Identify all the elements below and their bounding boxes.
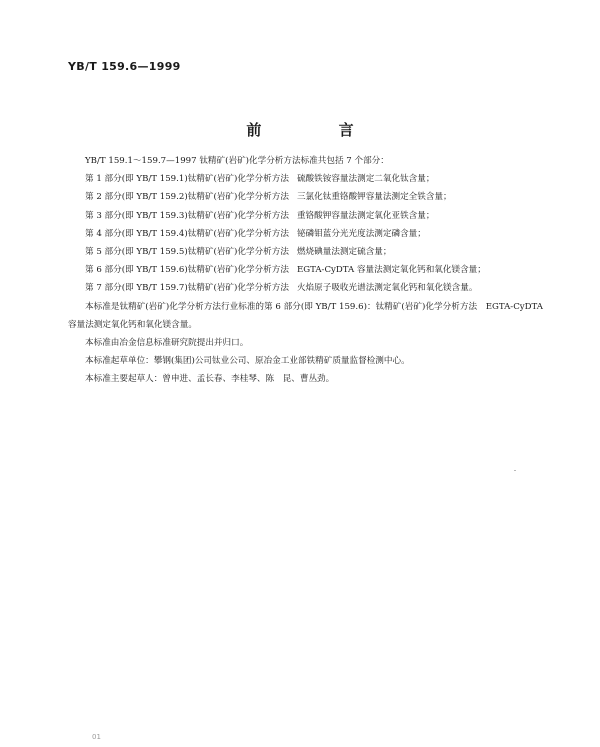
paragraph-text: 第 6 部分(即 YB/T 159.6)钛精矿(岩矿)化学分析方法 <box>85 265 289 276</box>
paragraph-part-1 <box>68 170 543 188</box>
paragraph-text: 第 5 部分(即 YB/T 159.5)钛精矿(岩矿)化学分析方法 <box>85 247 289 258</box>
paragraph-text: 第 1 部分(即 YB/T 159.1)钛精矿(岩矿)化学分析方法 <box>85 174 289 185</box>
page-title: 前 言 <box>246 121 390 139</box>
method-text: 三氯化钛重铬酸钾容量法测定全铁含量； <box>296 192 452 203</box>
method-text: EGTA-CyDTA 容量法测定氧化钙和氧化镁含量； <box>296 265 486 276</box>
paragraph-text: 第 4 部分(即 YB/T 159.4)钛精矿(岩矿)化学分析方法 <box>85 228 289 239</box>
paragraph-proposer <box>68 334 543 352</box>
method-text: 重铬酸钾容量法测定氧化亚铁含量； <box>296 210 435 221</box>
paragraph-part-6 <box>68 261 543 279</box>
paragraph-drafting-unit <box>68 352 543 370</box>
paragraph-text: YB/T 159.1～159.7—1997 钛精矿(岩矿)化学分析方法标准共包括 7 个部分： <box>85 156 389 166</box>
method-text: 铋磷钼蓝分光光度法测定磷含量； <box>296 228 426 239</box>
paragraph-part-7 <box>68 279 543 297</box>
paragraph-intro <box>68 152 543 170</box>
paragraph-part-3 <box>68 207 543 225</box>
paragraph-part-4 <box>68 225 543 243</box>
paragraph-text: 本标准起草单位：攀钢(集团)公司钛业公司、原冶金工业部铁精矿质量监督检测中心。 <box>85 356 410 367</box>
paragraph-part-5 <box>68 243 543 261</box>
scan-speck <box>514 470 516 471</box>
standard-code-header: YB/T 159.6—1999 <box>68 60 181 73</box>
paragraph-text: 本标准主要起草人：曾申进、孟长春、李桂琴、陈 昆、曹丛劲。 <box>85 374 335 385</box>
method-text: 燃烧碘量法测定硫含量； <box>296 247 392 258</box>
paragraph-text: 第 2 部分(即 YB/T 159.2)钛精矿(岩矿)化学分析方法 <box>85 192 289 203</box>
paragraph-scope <box>68 298 543 334</box>
paragraph-part-2 <box>68 188 543 206</box>
paragraph-text: 第 7 部分(即 YB/T 159.7)钛精矿(岩矿)化学分析方法 <box>85 283 289 294</box>
paragraph-text: 第 3 部分(即 YB/T 159.3)钛精矿(岩矿)化学分析方法 <box>85 210 289 221</box>
paragraph-text: 本标准由冶金信息标准研究院提出并归口。 <box>85 338 249 349</box>
paragraph-text: 本标准是钛精矿(岩矿)化学分析方法行业标准的第 6 部分(即 YB/T 159.6)：钛精矿(岩矿)化学分析方法 EGTA-CyDTA 容量法测定氧化钙和氧化镁含量。 <box>68 301 543 330</box>
foreword-body <box>68 152 543 389</box>
method-text: 火焰原子吸收光谱法测定氧化钙和氧化镁含量。 <box>296 283 478 294</box>
paragraph-drafters <box>68 370 543 388</box>
page-number: 01 <box>92 733 101 741</box>
method-text: 硫酸铁铵容量法测定二氧化钛含量； <box>296 174 435 185</box>
